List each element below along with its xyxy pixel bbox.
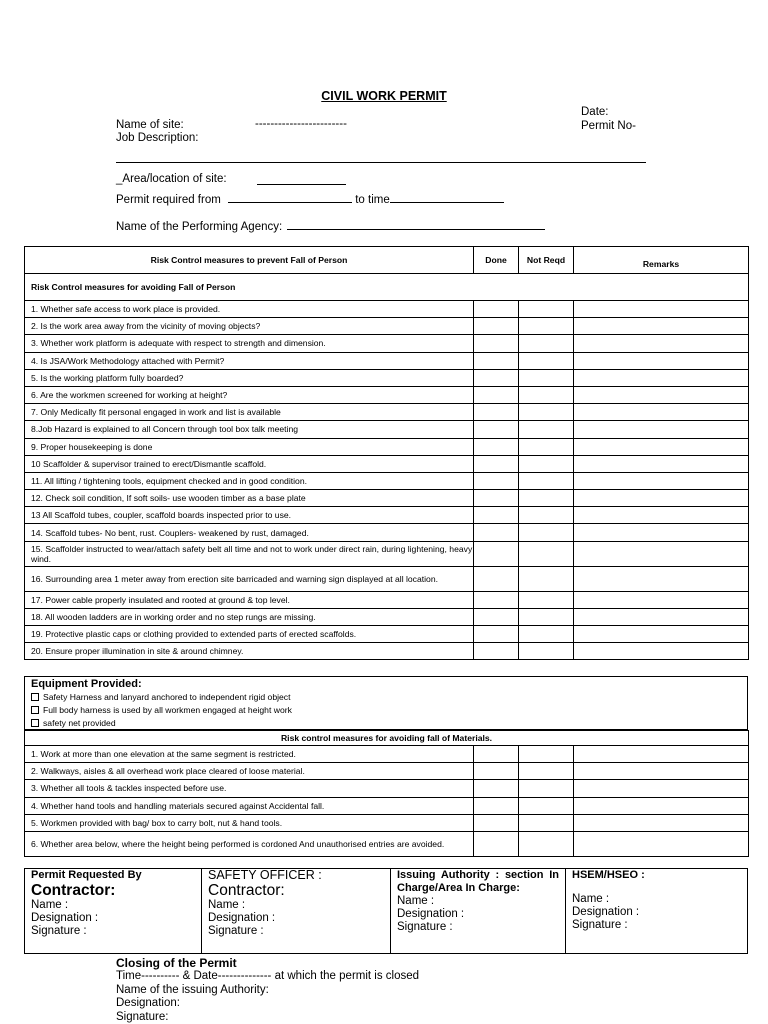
- checkbox-icon[interactable]: [31, 693, 39, 701]
- not-reqd-cell[interactable]: [519, 831, 574, 856]
- safety-officer-cell: [202, 869, 391, 953]
- checklist-item: 5. Is the working platform fully boarded?: [25, 369, 474, 386]
- remarks-cell[interactable]: [574, 301, 749, 318]
- done-cell[interactable]: [474, 746, 519, 763]
- contractor-label: Contractor:: [31, 882, 116, 899]
- remarks-cell[interactable]: [574, 524, 749, 541]
- checklist-item: 15. Scaffolder instructed to wear/attach safety belt all time and not to work under direct rain, during lightening, heavy wind.: [25, 541, 474, 566]
- permit-requested-by-cell: [25, 869, 202, 953]
- done-cell[interactable]: [474, 438, 519, 455]
- not-reqd-cell[interactable]: [519, 386, 574, 403]
- done-cell[interactable]: [474, 814, 519, 831]
- checklist-item: 7. Only Medically fit personal engaged in work and list is available: [25, 404, 474, 421]
- signature-block: [24, 868, 748, 954]
- table-row: [25, 626, 749, 643]
- not-reqd-cell[interactable]: [519, 626, 574, 643]
- done-cell[interactable]: [474, 386, 519, 403]
- checklist-item: 13 All Scaffold tubes, coupler, scaffold boards inspected prior to use.: [25, 507, 474, 524]
- closing-time-date[interactable]: Time---------- & Date-------------- at which the permit is closed: [116, 970, 420, 982]
- checklist-item: 16. Surrounding area 1 meter away from erection site barricaded and warning sign displayed at all location.: [25, 566, 474, 591]
- table-row: [25, 763, 749, 780]
- designation-label[interactable]: Designation :: [397, 908, 465, 920]
- table-row: [25, 591, 749, 608]
- equipment-title: Equipment Provided:: [31, 678, 142, 690]
- checklist-item: 9. Proper housekeeping is done: [25, 438, 474, 455]
- permit-from-row: [116, 191, 504, 207]
- checklist-item: 5. Workmen provided with bag/ box to carry bolt, nut & hand tools.: [25, 814, 474, 831]
- remarks-cell[interactable]: [574, 746, 749, 763]
- not-reqd-cell[interactable]: [519, 455, 574, 472]
- done-cell[interactable]: [474, 507, 519, 524]
- not-reqd-cell[interactable]: [519, 541, 574, 566]
- remarks-cell[interactable]: [574, 421, 749, 438]
- done-cell[interactable]: [474, 335, 519, 352]
- checklist-item: 6. Whether area below, where the height being performed is cordoned And unauthorised entries are avoided.: [25, 831, 474, 856]
- permit-from-label: Permit required from: [116, 194, 221, 206]
- checklist-item: 11. All lifting / tightening tools, equipment checked and in good condition.: [25, 472, 474, 489]
- done-cell[interactable]: [474, 591, 519, 608]
- table-row: [25, 369, 749, 386]
- checklist-item: 10 Scaffolder & supervisor trained to erect/Dismantle scaffold.: [25, 455, 474, 472]
- not-reqd-cell[interactable]: [519, 746, 574, 763]
- done-cell[interactable]: [474, 352, 519, 369]
- section2-title: Risk control measures for avoiding fall of Materials.: [25, 731, 749, 746]
- table-row: [25, 746, 749, 763]
- permit-from-line[interactable]: [228, 191, 352, 203]
- checklist-item: 3. Whether all tools & tackles inspected before use.: [25, 780, 474, 797]
- done-cell[interactable]: [474, 301, 519, 318]
- equipment-item: Full body harness is used by all workmen engaged at height work: [31, 705, 292, 715]
- done-cell[interactable]: [474, 831, 519, 856]
- done-cell[interactable]: [474, 763, 519, 780]
- done-cell[interactable]: [474, 524, 519, 541]
- done-cell[interactable]: [474, 404, 519, 421]
- job-description-line[interactable]: [116, 162, 646, 163]
- not-reqd-cell[interactable]: [519, 335, 574, 352]
- checklist-item: 19. Protective plastic caps or clothing provided to extended parts of erected scaffolds.: [25, 626, 474, 643]
- checklist-item: 3. Whether work platform is adequate with respect to strength and dimension.: [25, 335, 474, 352]
- table-row: [25, 404, 749, 421]
- remarks-cell[interactable]: [574, 472, 749, 489]
- remarks-cell[interactable]: [574, 831, 749, 856]
- remarks-cell[interactable]: [574, 455, 749, 472]
- to-time-label: to time: [355, 194, 390, 206]
- checklist-item: 12. Check soil condition, If soft soils- use wooden timber as a base plate: [25, 490, 474, 507]
- closing-section: [116, 956, 419, 1024]
- done-cell[interactable]: [474, 318, 519, 335]
- designation-label[interactable]: Designation :: [208, 912, 276, 924]
- remarks-cell[interactable]: [574, 814, 749, 831]
- remarks-cell[interactable]: [574, 566, 749, 591]
- fall-of-materials-table: [24, 730, 749, 857]
- job-description-label: Job Description:: [116, 132, 199, 144]
- table-row: [25, 472, 749, 489]
- not-reqd-cell[interactable]: [519, 318, 574, 335]
- checklist-item: 4. Whether hand tools and handling materials secured against Accidental fall.: [25, 797, 474, 814]
- agency-label: Name of the Performing Agency:: [116, 221, 283, 233]
- remarks-cell[interactable]: [574, 763, 749, 780]
- permit-requested-by-title: Permit Requested By: [31, 869, 142, 881]
- done-cell[interactable]: [474, 455, 519, 472]
- checklist-item: 1. Work at more than one elevation at the same segment is restricted.: [25, 746, 474, 763]
- table-row: [25, 301, 749, 318]
- not-reqd-cell[interactable]: [519, 421, 574, 438]
- equipment-item: safety net provided: [31, 718, 116, 728]
- checklist-item: 6. Are the workmen screened for working at height?: [25, 386, 474, 403]
- remarks-cell[interactable]: [574, 318, 749, 335]
- remarks-cell[interactable]: [574, 438, 749, 455]
- table-row: [25, 386, 749, 403]
- equipment-item: Safety Harness and lanyard anchored to independent rigid object: [31, 692, 290, 702]
- not-reqd-cell[interactable]: [519, 472, 574, 489]
- area-location-label: _Area/location of site:: [116, 173, 227, 185]
- table-row: [25, 608, 749, 625]
- table-row: [25, 797, 749, 814]
- not-reqd-cell[interactable]: [519, 524, 574, 541]
- closing-title: Closing of the Permit: [116, 956, 237, 970]
- safety-officer-title: SAFETY OFFICER :: [208, 868, 322, 882]
- equipment-provided-box: [24, 676, 748, 730]
- col-measures-header: Risk Control measures to prevent Fall of Person: [25, 247, 474, 274]
- table-row: [25, 541, 749, 566]
- designation-label[interactable]: Designation :: [31, 912, 99, 924]
- contractor-label: Contractor:: [208, 882, 285, 899]
- table-row: [25, 814, 749, 831]
- signature-label[interactable]: Signature :: [397, 921, 453, 933]
- checklist-item: 2. Walkways, aisles & all overhead work place cleared of loose material.: [25, 763, 474, 780]
- area-location-line[interactable]: [257, 171, 346, 185]
- signature-label[interactable]: Signature :: [208, 925, 264, 937]
- table-row: [25, 643, 749, 660]
- remarks-cell[interactable]: [574, 643, 749, 660]
- closing-signature[interactable]: Signature:: [116, 1010, 169, 1023]
- agency-row: [116, 218, 545, 234]
- remarks-cell[interactable]: [574, 369, 749, 386]
- checklist-item: 14. Scaffold tubes- No bent, rust. Couplers- weakened by rust, damaged.: [25, 524, 474, 541]
- checklist-item: 1. Whether safe access to work place is provided.: [25, 301, 474, 318]
- form-title: CIVIL WORK PERMIT: [321, 89, 447, 103]
- signature-label[interactable]: Signature :: [572, 919, 628, 931]
- hsem-hseo-title: HSEM/HSEO :: [572, 869, 645, 881]
- remarks-cell[interactable]: [574, 386, 749, 403]
- fall-of-person-table: [24, 246, 749, 660]
- not-reqd-cell[interactable]: [519, 490, 574, 507]
- table-row: [25, 831, 749, 856]
- name-label[interactable]: Name :: [31, 899, 69, 911]
- done-cell[interactable]: [474, 541, 519, 566]
- permit-no-label: Permit No-: [581, 120, 636, 132]
- not-reqd-cell[interactable]: [519, 608, 574, 625]
- done-cell[interactable]: [474, 369, 519, 386]
- section1-title: Risk Control measures for avoiding Fall of Person: [25, 274, 749, 301]
- closing-authority-name[interactable]: Name of the issuing Authority:: [116, 983, 269, 996]
- name-label[interactable]: Name :: [208, 899, 246, 911]
- name-label[interactable]: Name :: [397, 895, 435, 907]
- name-label[interactable]: Name :: [572, 893, 610, 905]
- table-row: [25, 507, 749, 524]
- remarks-cell[interactable]: [574, 626, 749, 643]
- designation-label[interactable]: Designation :: [572, 906, 640, 918]
- hsem-hseo-cell: [566, 869, 747, 953]
- to-time-line[interactable]: [390, 191, 504, 203]
- table-row: [25, 335, 749, 352]
- not-reqd-cell[interactable]: [519, 566, 574, 591]
- done-cell[interactable]: [474, 421, 519, 438]
- remarks-cell[interactable]: [574, 490, 749, 507]
- done-cell[interactable]: [474, 797, 519, 814]
- not-reqd-cell[interactable]: [519, 352, 574, 369]
- not-reqd-cell[interactable]: [519, 438, 574, 455]
- table-row: [25, 524, 749, 541]
- remarks-cell[interactable]: [574, 780, 749, 797]
- not-reqd-cell[interactable]: [519, 301, 574, 318]
- site-name-value[interactable]: ------------------------: [255, 118, 347, 130]
- closing-designation[interactable]: Designation:: [116, 997, 180, 1009]
- remarks-cell[interactable]: [574, 507, 749, 524]
- checklist-item: 2. Is the work area away from the vicinity of moving objects?: [25, 318, 474, 335]
- remarks-cell[interactable]: [574, 541, 749, 566]
- checklist-item: 8.Job Hazard is explained to all Concern through tool box talk meeting: [25, 421, 474, 438]
- not-reqd-cell[interactable]: [519, 643, 574, 660]
- checkbox-icon[interactable]: [31, 706, 39, 714]
- not-reqd-cell[interactable]: [519, 507, 574, 524]
- col-remarks-header: Remarks: [574, 247, 749, 274]
- agency-line[interactable]: [287, 218, 545, 230]
- table-row: [25, 566, 749, 591]
- col-done-header: Done: [474, 247, 519, 274]
- not-reqd-cell[interactable]: [519, 797, 574, 814]
- table-row: [25, 455, 749, 472]
- not-reqd-cell[interactable]: [519, 404, 574, 421]
- remarks-cell[interactable]: [574, 608, 749, 625]
- date-label: Date:: [581, 106, 609, 118]
- checklist-item: 18. All wooden ladders are in working order and no step rungs are missing.: [25, 608, 474, 625]
- remarks-cell[interactable]: [574, 797, 749, 814]
- table-row: [25, 438, 749, 455]
- done-cell[interactable]: [474, 643, 519, 660]
- not-reqd-cell[interactable]: [519, 780, 574, 797]
- table-row: [25, 780, 749, 797]
- remarks-cell[interactable]: [574, 335, 749, 352]
- done-cell[interactable]: [474, 780, 519, 797]
- table-row: [25, 421, 749, 438]
- site-name-label: Name of site:: [116, 119, 184, 131]
- checklist-item: 4. Is JSA/Work Methodology attached with Permit?: [25, 352, 474, 369]
- not-reqd-cell[interactable]: [519, 591, 574, 608]
- table-row: [25, 318, 749, 335]
- done-cell[interactable]: [474, 626, 519, 643]
- table-row: [25, 352, 749, 369]
- checklist-item: 20. Ensure proper illumination in site & around chimney.: [25, 643, 474, 660]
- table-row: [25, 490, 749, 507]
- remarks-cell[interactable]: [574, 404, 749, 421]
- done-cell[interactable]: [474, 490, 519, 507]
- signature-label[interactable]: Signature :: [31, 925, 87, 937]
- done-cell[interactable]: [474, 566, 519, 591]
- checklist-item: 17. Power cable properly insulated and rooted at ground & top level.: [25, 591, 474, 608]
- checkbox-icon[interactable]: [31, 719, 39, 727]
- remarks-cell[interactable]: [574, 591, 749, 608]
- not-reqd-cell[interactable]: [519, 763, 574, 780]
- not-reqd-cell[interactable]: [519, 369, 574, 386]
- col-not-reqd-header: Not Reqd: [519, 247, 574, 274]
- done-cell[interactable]: [474, 472, 519, 489]
- issuing-authority-cell: [391, 869, 566, 953]
- issuing-authority-title: Issuing Authority : section In Charge/Area In Charge:: [397, 869, 559, 894]
- remarks-cell[interactable]: [574, 352, 749, 369]
- done-cell[interactable]: [474, 608, 519, 625]
- not-reqd-cell[interactable]: [519, 814, 574, 831]
